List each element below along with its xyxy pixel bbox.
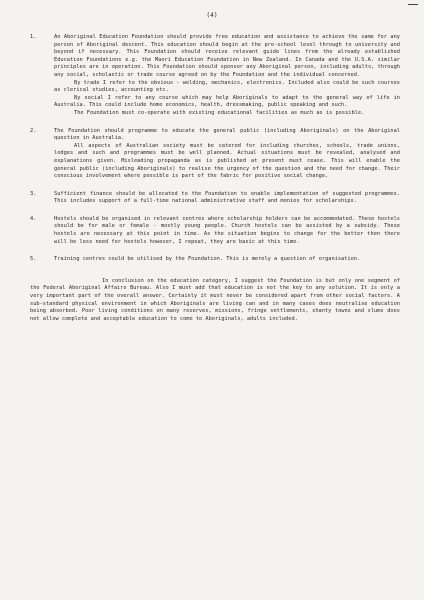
item-paragraph: By trade I refer to the obvious - welding, mechanics, electronics. Included also could be such courses as clerical studies, accounting etc. [54,79,400,94]
item-paragraph: By social I refer to any course which may help Aboriginals to adapt to the general way of life in Australia. This could include home economics, health, dressmaking, public speaking and such. [54,94,400,109]
item-paragraph: The Foundation should programme to educate the general public (including Aboriginals) on the Aboriginal question in Australia. [54,127,400,142]
conclusion-section [30,278,400,324]
item-paragraph: Hostels should be organised in relevant centres where scholarship holders can be accommodated. These hostels should be for male or female - mostly young people. Church hostels can be assisted by a subsidy. These hostels are necessary at this point in time. As the situation begins to change for the better then there will be less need for hostels however, I repeat, they are basic at this time. [54,215,400,245]
item-number: 3. [30,190,37,197]
item-paragraph: The Foundation must co-operate with existing educational facilities as much as is possible. [74,109,365,116]
item-number: 4. [30,215,37,222]
item-paragraph: An Aboriginal Education Foundation should provide free education and assistance to achieve the same for any person of Aboriginal descent. This education should begin at the pre-school level through to university and beyond if necessary. This Foundation should receive relevant guide lines from the already established Education Foundations e.g. the Maori Education Foundation in New Zealand. In Canada and the U.S.A. similar principles are in operation. This Foundation should sponsor any Aboriginal person, including adults, through any social, scholastic or trade course agreed on by the Foundation and the individual concerned. [54,34,400,78]
margin-mark [408,4,418,5]
document-body [30,34,400,323]
item-number: 2. [30,127,37,134]
page-number: (4) [206,12,218,19]
item-paragraph: Sufficient finance should be allocated to the Foundation to enable implementation of suggested programmes. This includes support of a full-time national administrative staff and monies for scholarships. [54,190,400,205]
list-item-2 [30,128,400,181]
list-item-4 [30,216,400,246]
item-number: 5. [30,256,37,263]
item-number: 1. [30,34,37,40]
conclusion-paragraph: In conclusion on the education category, I suggest the Foundation is but only one segment of the Federal Aboriginal Affairs Bureau. Also I must add that education is not the key to any solution. It is only a very important part of the overall answer. Certainly it must never be considered apart from other social factors. A sub-standard physical environment in which Aboriginals are living can and in many cases does neutralise education being absorbed. Poor living conditions on many reserves, missions, fringe settlements, shanty towns and slums does not allow complete and acceptable education to come to Aboriginals, adults included. [30,277,400,322]
item-paragraph: All aspects of Australian society must be catered for including churches, schools, trade unions, lodges and such and programmes must be well planned. Actual situations must be revealed, analysed and explanations given. Misleading propaganda as is published at present must cease. This will enable the general public (including Aboriginals) to realise the urgency of the question and the need for change. Their conscious involvement where possible is part of the fabric for positive social change. [54,142,400,180]
list-item-5 [30,256,400,264]
list-item-3 [30,191,400,206]
item-paragraph: Training centres could be utilised by the Foundation. This is merely a question of organisation. [54,256,361,263]
list-item-1 [30,34,400,118]
